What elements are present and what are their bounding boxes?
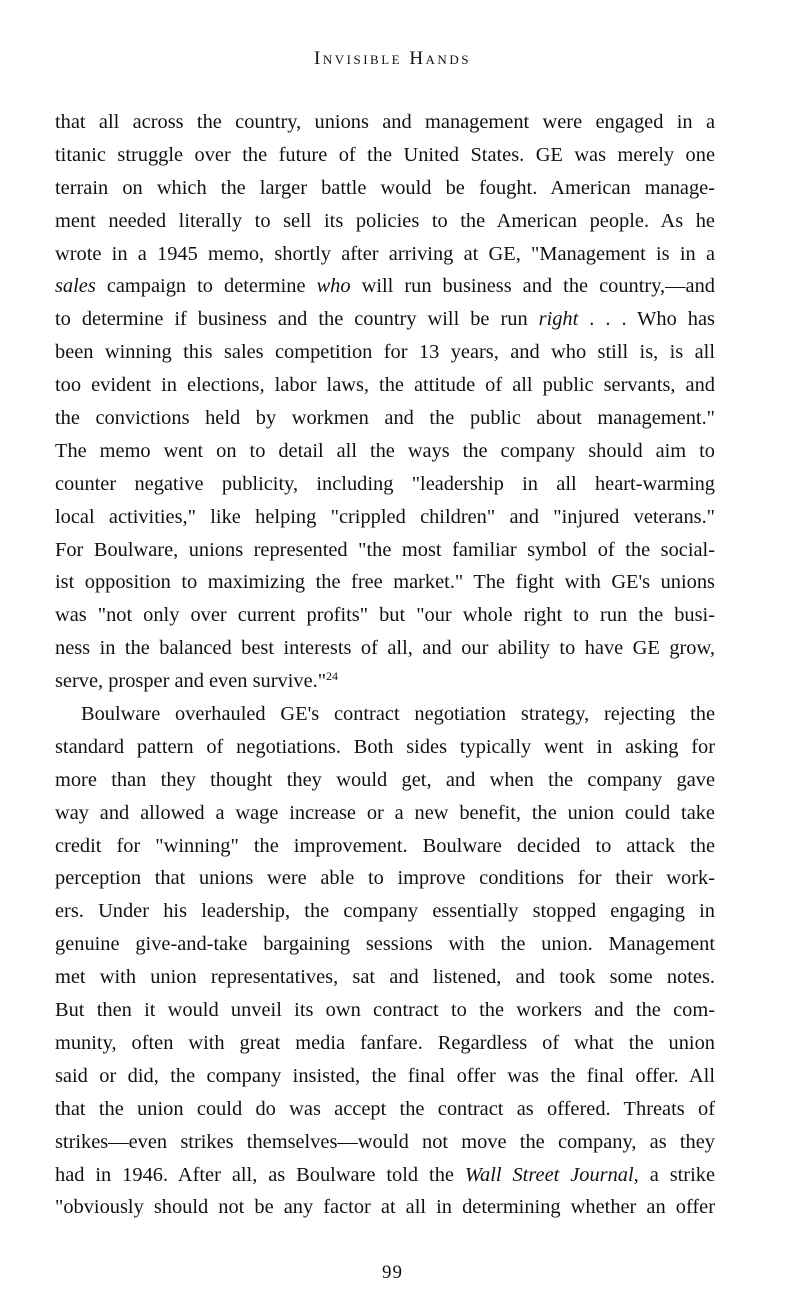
text-line: was "not only over current profits" but "our whole right to run the busi- [55,604,715,627]
text-line [55,1159,715,1192]
paragraph-1 [55,106,715,698]
text-line: been winning this sales competition for 13 years, and who still is, is all [55,341,715,364]
text-line: ment needed literally to sell its policies to the American people. As he [55,209,715,232]
text-line: perception that unions were able to improve conditions for their work- [55,867,715,890]
text-line: said or did, the company insisted, the final offer was the final offer. All [55,1064,715,1087]
text-line: munity, often with great media fanfare. Regardless of what the union [55,1031,715,1054]
text-line: credit for "winning" the improvement. Boulware decided to attack the [55,834,715,857]
italic-segment: who [316,275,351,298]
page-number: 99 [382,1262,403,1283]
text-line: genuine give-and-take bargaining sessions with the union. Management [55,933,715,956]
text-line: terrain on which the larger battle would be fought. American manage- [55,176,715,199]
text-line: "obviously should not be any factor at all in determining whether an offer [55,1196,715,1219]
text-segment: serve, prosper and even survive." [55,670,327,693]
text-line: counter negative publicity, including "leadership in all heart-warming [55,472,715,495]
text-segment: to determine if business and the country will be run [55,308,539,331]
running-head: Invisible Hands [314,48,471,69]
text-line: The memo went on to detail all the ways the company should aim to [55,439,715,462]
text-segment: , a strike [633,1163,715,1186]
text-line: that the union could do was accept the contract as offered. Threats of [55,1097,715,1120]
text-segment: . . . Who has [578,308,715,331]
text-line: too evident in elections, labor laws, the attitude of all public servants, and [55,374,715,397]
text-segment: will run business and the country,—and [350,275,715,298]
text-line: strikes—even strikes themselves—would not move the company, as they [55,1130,715,1153]
text-line: the convictions held by workmen and the public about management." [55,407,715,430]
italic-segment: sales [55,275,96,298]
footnote-marker[interactable]: 24 [326,669,339,684]
text-line: wrote in a 1945 memo, shortly after arriving at GE, "Management is in a [55,242,715,265]
text-line: titanic struggle over the future of the United States. GE was merely one [55,143,715,166]
italic-segment: Wall Street Journal [464,1163,634,1186]
text-line: ist opposition to maximizing the free market." The fight with GE's unions [55,571,715,594]
text-line: But then it would unveil its own contract to the workers and the com- [55,999,715,1022]
text-line: met with union representatives, sat and listened, and took some notes. [55,966,715,989]
text-segment: had in 1946. After all, as Boulware told the [55,1163,465,1186]
body-text [55,106,715,1224]
text-segment: campaign to determine [95,275,317,298]
text-line: ness in the balanced best interests of all, and our ability to have GE grow, [55,637,715,660]
paragraph-2 [55,698,715,1224]
text-line: local activities," like helping "crippled children" and "injured veterans." [55,505,715,528]
text-line: way and allowed a wage increase or a new benefit, the union could take [55,801,715,824]
text-line: that all across the country, unions and management were engaged in a [55,111,715,133]
text-line: Boulware overhauled GE's contract negotiation strategy, rejecting the [81,703,715,726]
text-line [55,270,715,303]
text-line: more than they thought they would get, and when the company gave [55,768,715,791]
italic-segment: right [538,308,579,331]
text-line: standard pattern of negotiations. Both sides typically went in asking for [55,735,715,758]
text-line [55,665,715,698]
text-line: For Boulware, unions represented "the most familiar symbol of the social- [55,538,715,561]
text-line [55,303,715,336]
text-line: ers. Under his leadership, the company essentially stopped engaging in [55,900,715,923]
